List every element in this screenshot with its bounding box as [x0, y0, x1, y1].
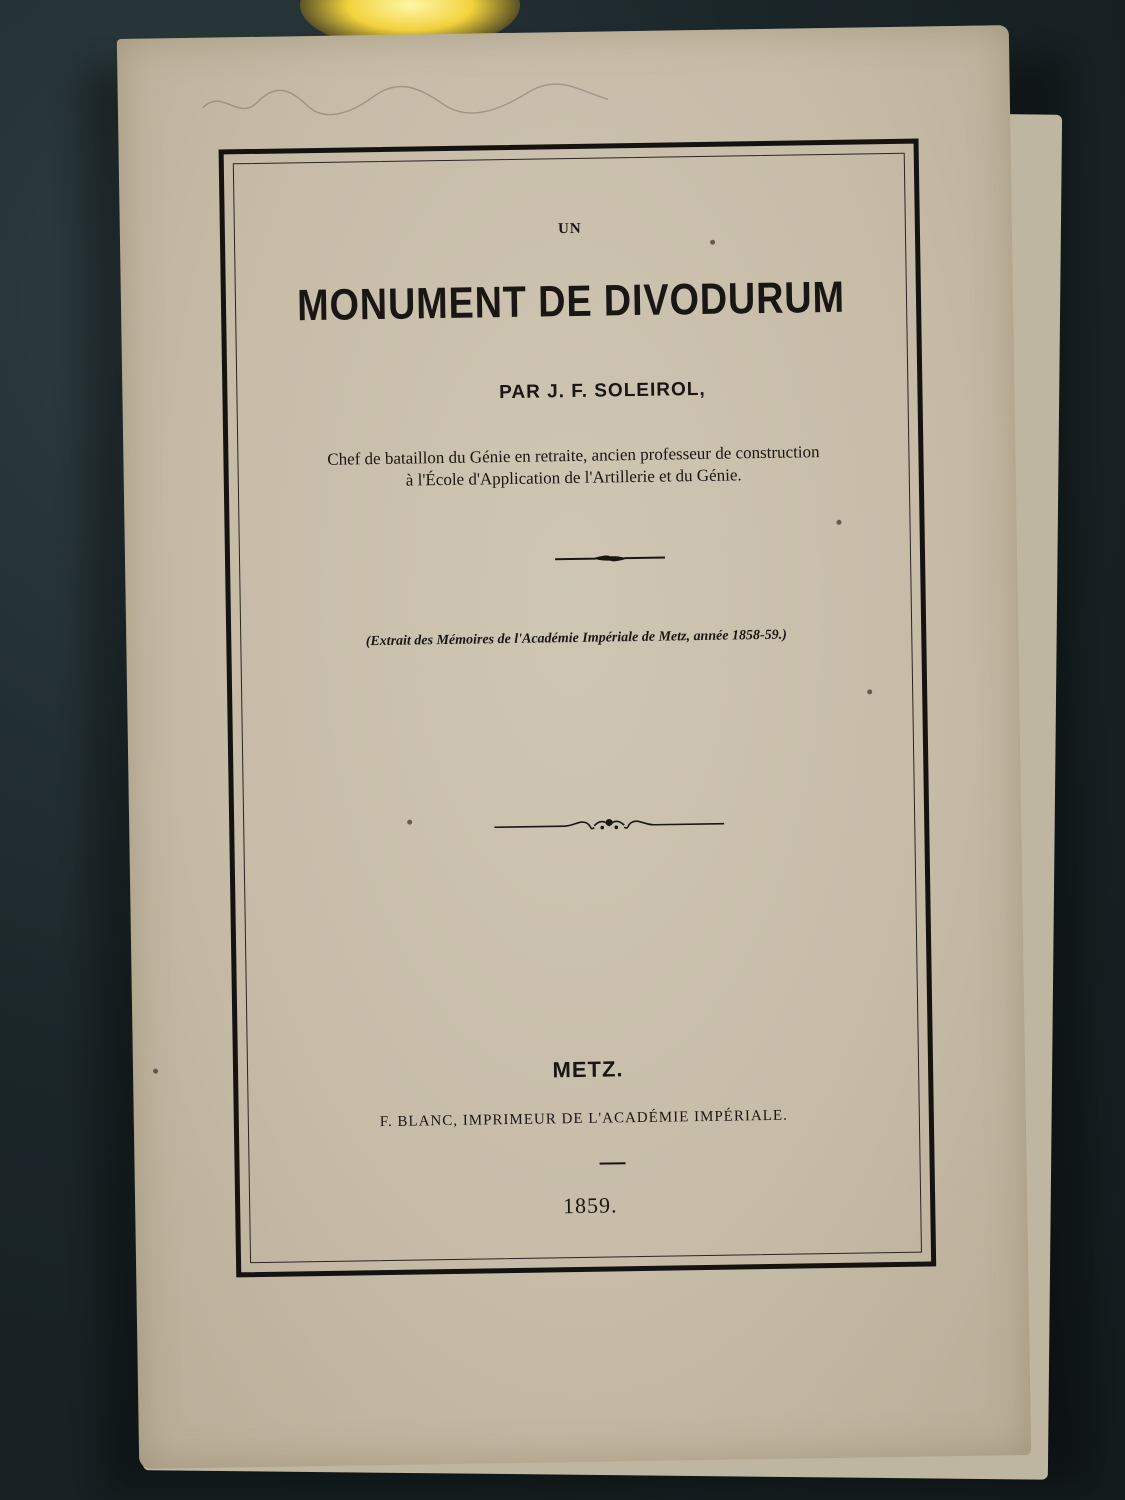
- pamphlet-cover: [117, 25, 1031, 1469]
- author-description: [268, 440, 879, 494]
- book-title: MONUMENT DE DIVODURUM: [296, 272, 846, 331]
- author-description-line: à l'École d'Application de l'Artillerie et du Génie.: [405, 465, 742, 490]
- cover-border-outer: [219, 139, 937, 1278]
- cover-text-block: [224, 144, 931, 1273]
- separator-dash: [600, 1162, 626, 1164]
- ornamental-divider: [494, 812, 724, 838]
- extract-note: (Extrait des Mémoires de l'Académie Impériale de Metz, année 1858-59.): [365, 627, 787, 650]
- printer-line: F. BLANC, IMPRIMEUR DE L'ACADÉMIE IMPÉRIALE.: [379, 1107, 788, 1131]
- decorative-rule: [555, 552, 665, 566]
- foxing-spot: [153, 1069, 158, 1074]
- author-line: PAR J. F. SOLEIROL,: [498, 378, 706, 404]
- author-description-line: Chef de bataillon du Génie en retraite, ancien professeur de construction: [327, 442, 820, 469]
- publication-city: METZ.: [552, 1056, 624, 1083]
- title-article: UN: [557, 220, 582, 238]
- publication-year: 1859.: [562, 1192, 618, 1219]
- pencil-annotation: [197, 71, 618, 128]
